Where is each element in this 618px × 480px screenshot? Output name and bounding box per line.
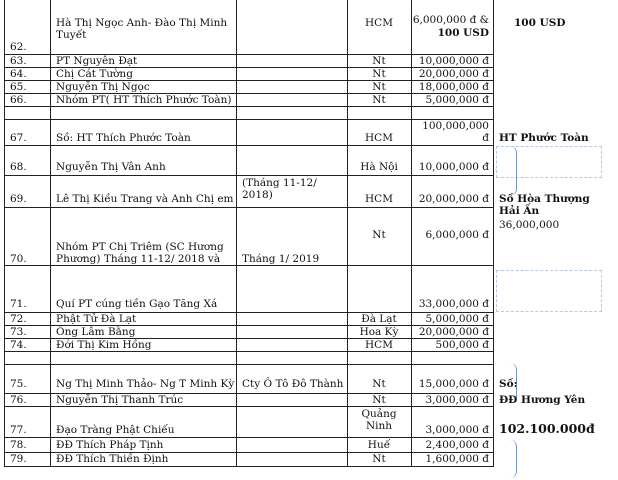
place: HCM [365,339,393,351]
row-number: 78. [10,439,27,451]
donor-name: Quí PT cúng tiền Gạo Tăng Xá [56,298,218,310]
note: (Tháng 11-12/ 2018) [242,177,317,201]
grid-line [4,364,493,365]
remark-total: 102.100.000đ [499,421,595,436]
amount: 18,000,000 đ [418,81,489,93]
remark-amount: 36,000,000 [499,219,560,231]
place: Nt [372,68,386,80]
donor-name: Sồ: HT Thích Phước Toàn [56,132,191,144]
donor-name: ĐĐ Thích Pháp Tịnh [56,439,164,451]
empty-cell-box [496,270,602,312]
amount: 15,000,000 đ [418,378,489,390]
donor-name: Lê Thị Kiều Trang và Anh Chị em [56,193,234,205]
row-number: 64. [10,68,27,80]
row-number: 79. [10,453,27,465]
place: Huế [367,439,391,451]
remark: HT Phước Toàn [499,132,589,144]
remark: ĐĐ Hương Yên [499,394,586,406]
place: HCM [365,17,393,29]
donor-name: Nhóm PT Chị Triêm (SC Hương Phương) Tháng 11-12/ 2018 và [56,241,224,265]
donor-name: Đới Thị Kim Hồng [56,339,152,351]
row-number: 71. [10,298,27,310]
donor-name: Chị Cát Tường [56,68,133,80]
amount: 10,000,000 đ [418,55,489,67]
place: Nt [372,394,386,406]
amount: 100,000,000 [422,120,489,132]
grid-line [4,265,493,266]
amount: 33,000,000 đ [418,298,489,310]
place: Quảng Ninh [361,408,397,432]
row-number: 74. [10,339,27,351]
grid-line [4,0,5,467]
donor-name: Nguyễn Thị Ngọc [56,81,150,93]
amount: 6,000,000 đ [425,229,489,241]
row-number: 70. [10,253,27,265]
donation-table [4,0,612,480]
grid-line [4,466,493,467]
amount-usd: 100 USD [437,27,489,39]
row-number: 62. [10,41,27,53]
amount: 5,000,000 đ [425,313,489,325]
row-number: 66. [10,94,27,106]
row-number: 72. [10,313,27,325]
row-number: 69. [10,193,27,205]
donor-name: Hà Thị Ngọc Anh- Đào Thị Minh Tuyết [56,17,228,41]
place: Nt [372,378,386,390]
grid-line [50,0,51,467]
remark: Sồ Hòa Thượng Hải Ấn [499,193,590,217]
row-number: 73. [10,326,27,338]
grid-line [4,207,493,208]
row-number: 77. [10,424,27,436]
amount: 6,000,000 đ & [412,14,489,26]
bracket-mark [510,440,517,478]
note: Cty Ô Tô Đô Thành [242,378,344,390]
grid-line [4,106,493,107]
row-number: 68. [10,161,27,173]
grid-line [493,0,494,467]
row-number: 76. [10,394,27,406]
grid-line [4,437,493,438]
amount: 10,000,000 đ [418,161,489,173]
row-number: 65. [10,81,27,93]
row-number: 63. [10,55,27,67]
place: Đà Lạt [361,313,397,325]
grid-line [4,406,493,407]
amount: 1,600,000 đ [425,453,489,465]
donor-name: ĐĐ Thích Thiền Định [56,453,169,465]
donor-name: Nguyễn Thị Vân Anh [56,161,166,173]
amount-currency: đ [482,132,489,144]
donor-name: Đạo Tràng Phật Chiếu [56,424,175,436]
place: HCM [365,193,393,205]
donor-name: Nhóm PT( HT Thích Phước Toàn) [56,94,232,106]
row-number: 67. [10,132,27,144]
place: HCM [365,132,393,144]
donor-name: Nguyễn Thị Thanh Trúc [56,394,184,406]
amount: 5,000,000 đ [425,94,489,106]
bracket-mark [510,146,517,196]
place: Nt [372,81,386,93]
remark: Sồ: [499,378,518,390]
amount: 2,400,000 đ [425,439,489,451]
amount: 500,000 đ [435,339,489,351]
place: Nt [372,453,386,465]
grid-line [4,351,493,352]
grid-line [4,175,493,176]
donor-name: PT Nguyên Đạt [56,55,138,67]
row-number: 75. [10,378,27,390]
donor-name: Ng Thị Minh Thảo- Ng T Minh Kỳ [56,378,235,390]
amount: 20,000,000 đ [418,68,489,80]
grid-line [236,0,237,467]
place: Hà Nội [360,161,398,173]
place: Nt [372,55,386,67]
place: Hoa Kỳ [359,326,399,338]
amount: 20,000,000 đ [418,193,489,205]
amount: 20,000,000 đ [418,326,489,338]
note: Tháng 1/ 2019 [242,253,320,265]
remark: 100 USD [514,17,566,29]
donor-name: Ông Lâm Bằng [56,326,136,338]
place: Nt [372,229,386,241]
donor-name: Phật Tử Đà Lạt [56,313,137,325]
grid-line [4,145,493,146]
amount: 3,000,000 đ [425,394,489,406]
place: Nt [372,94,386,106]
amount: 3,000,000 đ [425,424,489,436]
